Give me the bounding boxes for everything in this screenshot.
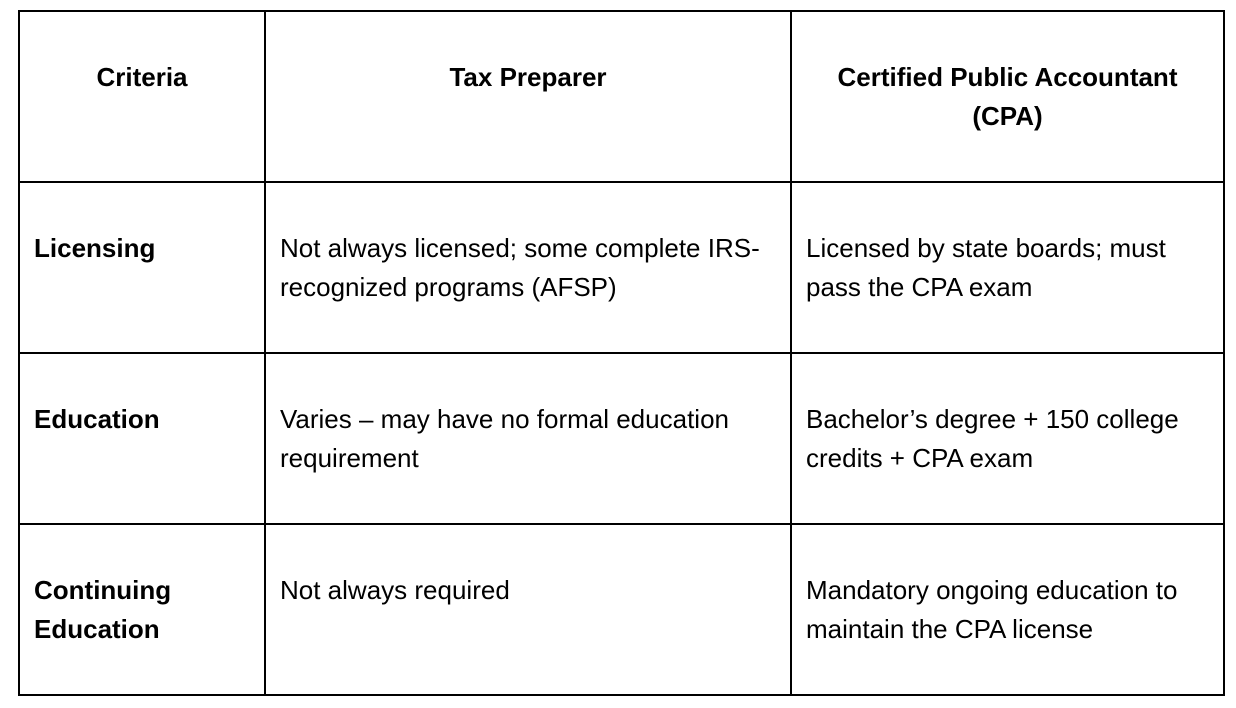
cell-tax-preparer-licensing: Not always licensed; some complete IRS-recognized programs (AFSP) xyxy=(265,182,791,353)
row-criteria-continuing-education: Continuing Education xyxy=(19,524,265,695)
header-row xyxy=(19,11,1224,182)
row-criteria-licensing: Licensing xyxy=(19,182,265,353)
cell-cpa-education: Bachelor’s degree + 150 college credits + CPA exam xyxy=(791,353,1224,524)
table-row xyxy=(19,524,1224,695)
table-row xyxy=(19,353,1224,524)
cell-cpa-licensing: Licensed by state boards; must pass the CPA exam xyxy=(791,182,1224,353)
cell-cpa-continuing-education: Mandatory ongoing education to maintain the CPA license xyxy=(791,524,1224,695)
row-criteria-education: Education xyxy=(19,353,265,524)
header-cpa: Certified Public Accountant (CPA) xyxy=(791,11,1224,182)
cell-tax-preparer-education: Varies – may have no formal education requirement xyxy=(265,353,791,524)
table-row xyxy=(19,182,1224,353)
header-criteria: Criteria xyxy=(19,11,265,182)
cell-tax-preparer-continuing-education: Not always required xyxy=(265,524,791,695)
comparison-table xyxy=(18,10,1225,696)
header-tax-preparer: Tax Preparer xyxy=(265,11,791,182)
